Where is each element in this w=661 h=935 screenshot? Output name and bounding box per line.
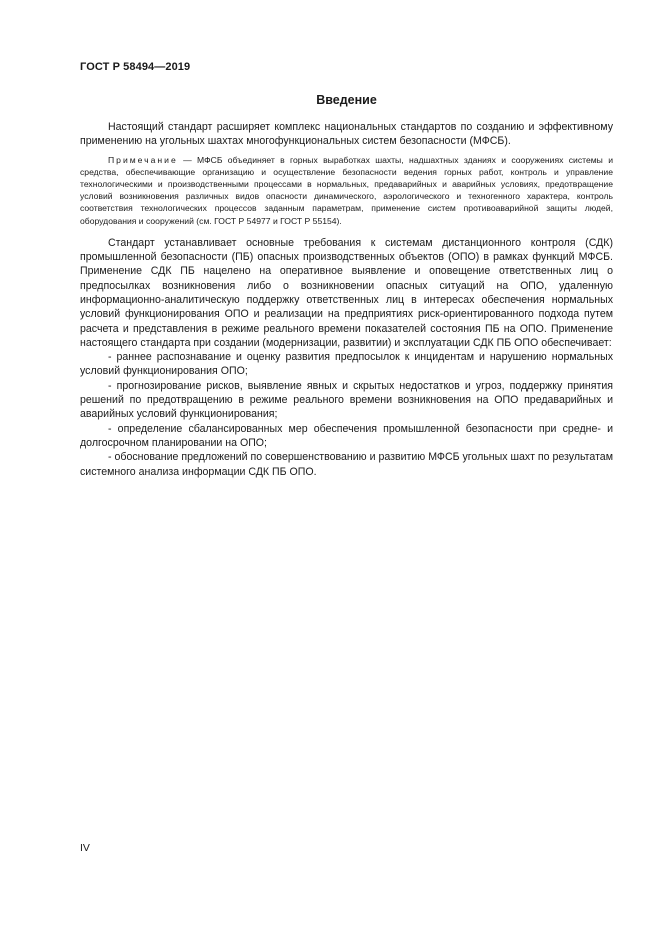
document-body	[80, 120, 613, 479]
bullet-item: - определение сбалансированных мер обеспечения промышленной безопасности при средне- и долгосрочном планировании на ОПО;	[80, 422, 613, 449]
bullet-item: - прогнозирование рисков, выявление явных и скрытых недостатков и угроз, поддержку принятия решений по предотвращению в режиме реального времени возникновения на ОПО предаварийных и аварийных условий функционирования;	[80, 379, 613, 421]
bullet-item: - обоснование предложений по совершенствованию и развитию МФСБ угольных шахт по результатам системного анализа информации СДК ПБ ОПО.	[80, 451, 613, 478]
intro-paragraph: Настоящий стандарт расширяет комплекс национальных стандартов по созданию и эффективному применению на угольных шахтах многофункциональных систем безопасности (МФСБ).	[80, 121, 613, 148]
note-paragraph	[80, 154, 613, 227]
note-text: — МФСБ объединяет в горных выработках шахты, надшахтных зданиях и сооружениях системы и средства, обеспечивающие организацию и осуществление безопасности ведения горных работ, контроль и управление технологическими и производственными процессами в нормальных, предаварийных и аварийных условиях, предотвращение условий возникновения различных видов опасности динамического, аэрологического и техногенного характера, контроль соответствия технологических процессов заданным параметрам, применение систем противоаварийной защиты людей, оборудования и сооружений (см. ГОСТ Р 54977 и ГОСТ Р 55154).	[80, 154, 613, 226]
section-title: Введение	[316, 93, 377, 107]
standard-number: ГОСТ Р 58494—2019	[80, 61, 191, 73]
main-paragraph: Стандарт устанавливает основные требования к системам дистанционного контроля (СДК) промышленной безопасности (ПБ) опасных производственных объектов (ОПО) в рамках функций МФСБ. Применение СДК ПБ нацелено на оперативное выявление и оповещение ответственных лиц о предпосылках возникновения либо о возникновении опасных ситуаций на ОПО, удаленную информационно-аналитическую поддержку ответственных лиц в интересах обеспечения нормальных условий функционирования ОПО и реализации на предприятиях риск-ориентированного подхода путем расчета и представления в режиме реального времени показателей состояния ПБ на ОПО. Применение настоящего стандарта при создании (модернизации, развитии) и эксплуатации СДК ПБ ОПО обеспечивает:	[80, 236, 613, 349]
note-label: Примечание	[108, 154, 178, 165]
page-number: IV	[80, 842, 90, 854]
bullet-item: - раннее распознавание и оценку развития предпосылок к инцидентам и нарушению нормальных условий функционирования ОПО;	[80, 351, 613, 378]
